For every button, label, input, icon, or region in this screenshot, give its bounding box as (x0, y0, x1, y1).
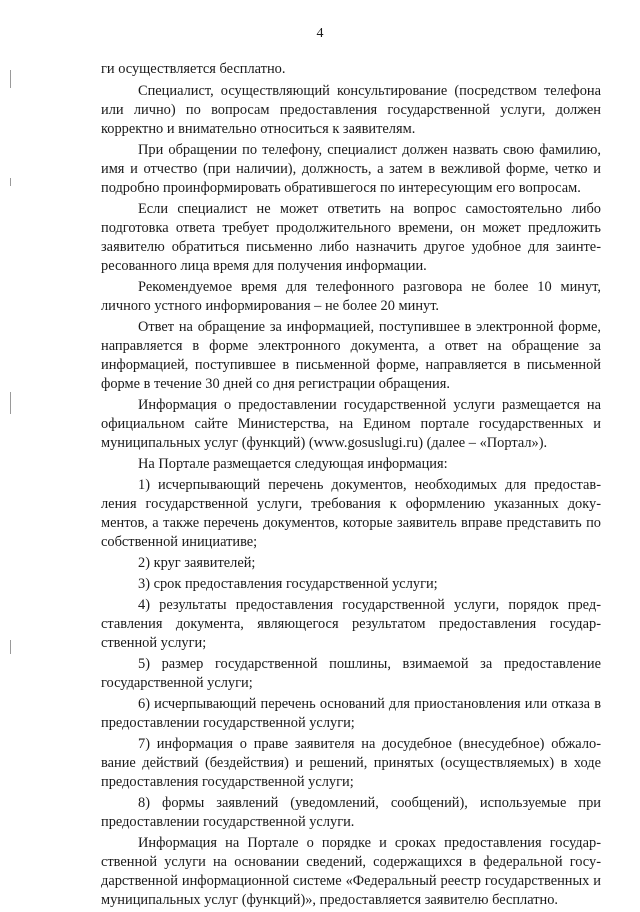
paragraph-portal-info: Информация на Портале о порядке и сроках предоставления государственной услуги на основании сведений, содержащихся в федеральной государственной информационной системе «Федеральный реестр государственных и муниципальных услуг (функций)», предоставляется заявителю бесплатно. (101, 835, 601, 908)
margin-mark (10, 178, 11, 186)
list-item: 5) размер государственной пошлины, взимаемой за предоставление государственной услуги; (101, 656, 601, 691)
paragraph-response: Ответ на обращение за информацией, поступившее в электронной форме, направляется в форме электронного документа, а ответ на обращение за информацией, поступившее в письменной форме, направляется в письменной форме в течение 30 дней со дня регистрации обращения. (101, 319, 601, 392)
list-item: 6) исчерпывающий перечень оснований для приостановления или отказа в предоставлении государственной услуги; (101, 696, 601, 731)
paragraph-portal-intro: На Портале размещается следующая информация: (138, 456, 448, 472)
paragraph-info-placement: Информация о предоставлении государственной услуги размещается на официальном сайте Министерства, на Едином портале государственных и муниципальных услуг (функций) (www.gosuslugi.ru) (далее – «Портал»). (101, 397, 601, 451)
margin-mark (10, 640, 11, 654)
paragraph-cannot-answer: Если специалист не может ответить на вопрос самостоятельно либо подготовка ответа требует продолжительного времени, он может предложить заявителю обратиться письменно либо назначить другое удобное для заинтересованного лица время для получения информации. (101, 201, 601, 274)
list-item: 3) срок предоставления государственной услуги; (138, 576, 438, 592)
list-item: 4) результаты предоставления государственной услуги, порядок представления документа, являющегося результатом предоставления государственной услуги; (101, 597, 601, 651)
binding-margin-marks (8, 0, 14, 905)
list-item: 7) информация о праве заявителя на досудебное (внесудебное) обжалование действий (бездействия) и решений, принятых (осуществляемых) в ходе предоставления государственной услуги; (101, 736, 601, 790)
margin-mark (10, 70, 11, 88)
paragraph-recommended-time: Рекомендуемое время для телефонного разговора не более 10 минут, личного устного информирования – не более 20 минут. (101, 279, 601, 314)
list-item: 2) круг заявителей; (138, 555, 256, 571)
margin-mark (10, 392, 11, 414)
document-body (101, 60, 601, 912)
list-item: 1) исчерпывающий перечень документов, необходимых для предоставления государственной услуги, требования к оформлению указанных документов, а также перечень документов, которые заявитель вправе представить по собственной инициативе; (101, 477, 601, 550)
list-item: 8) формы заявлений (уведомлений, сообщений), используемые при предоставлении государственной услуги. (101, 795, 601, 830)
paragraph-continuation: ги осуществляется бесплатно. (101, 61, 286, 77)
paragraph-phone-call: При обращении по телефону, специалист должен назвать свою фамилию, имя и отчество (при наличии), должность, а затем в вежливой форме, четко и подробно проинформировать обратившегося по интересующим его вопросам. (101, 142, 601, 196)
paragraph-specialist-conduct: Специалист, осуществляющий консультирование (посредством телефона или лично) по вопросам предоставления государственной услуги, должен корректно и внимательно относиться к заявителям. (101, 83, 601, 137)
page-number: 4 (316, 26, 324, 41)
